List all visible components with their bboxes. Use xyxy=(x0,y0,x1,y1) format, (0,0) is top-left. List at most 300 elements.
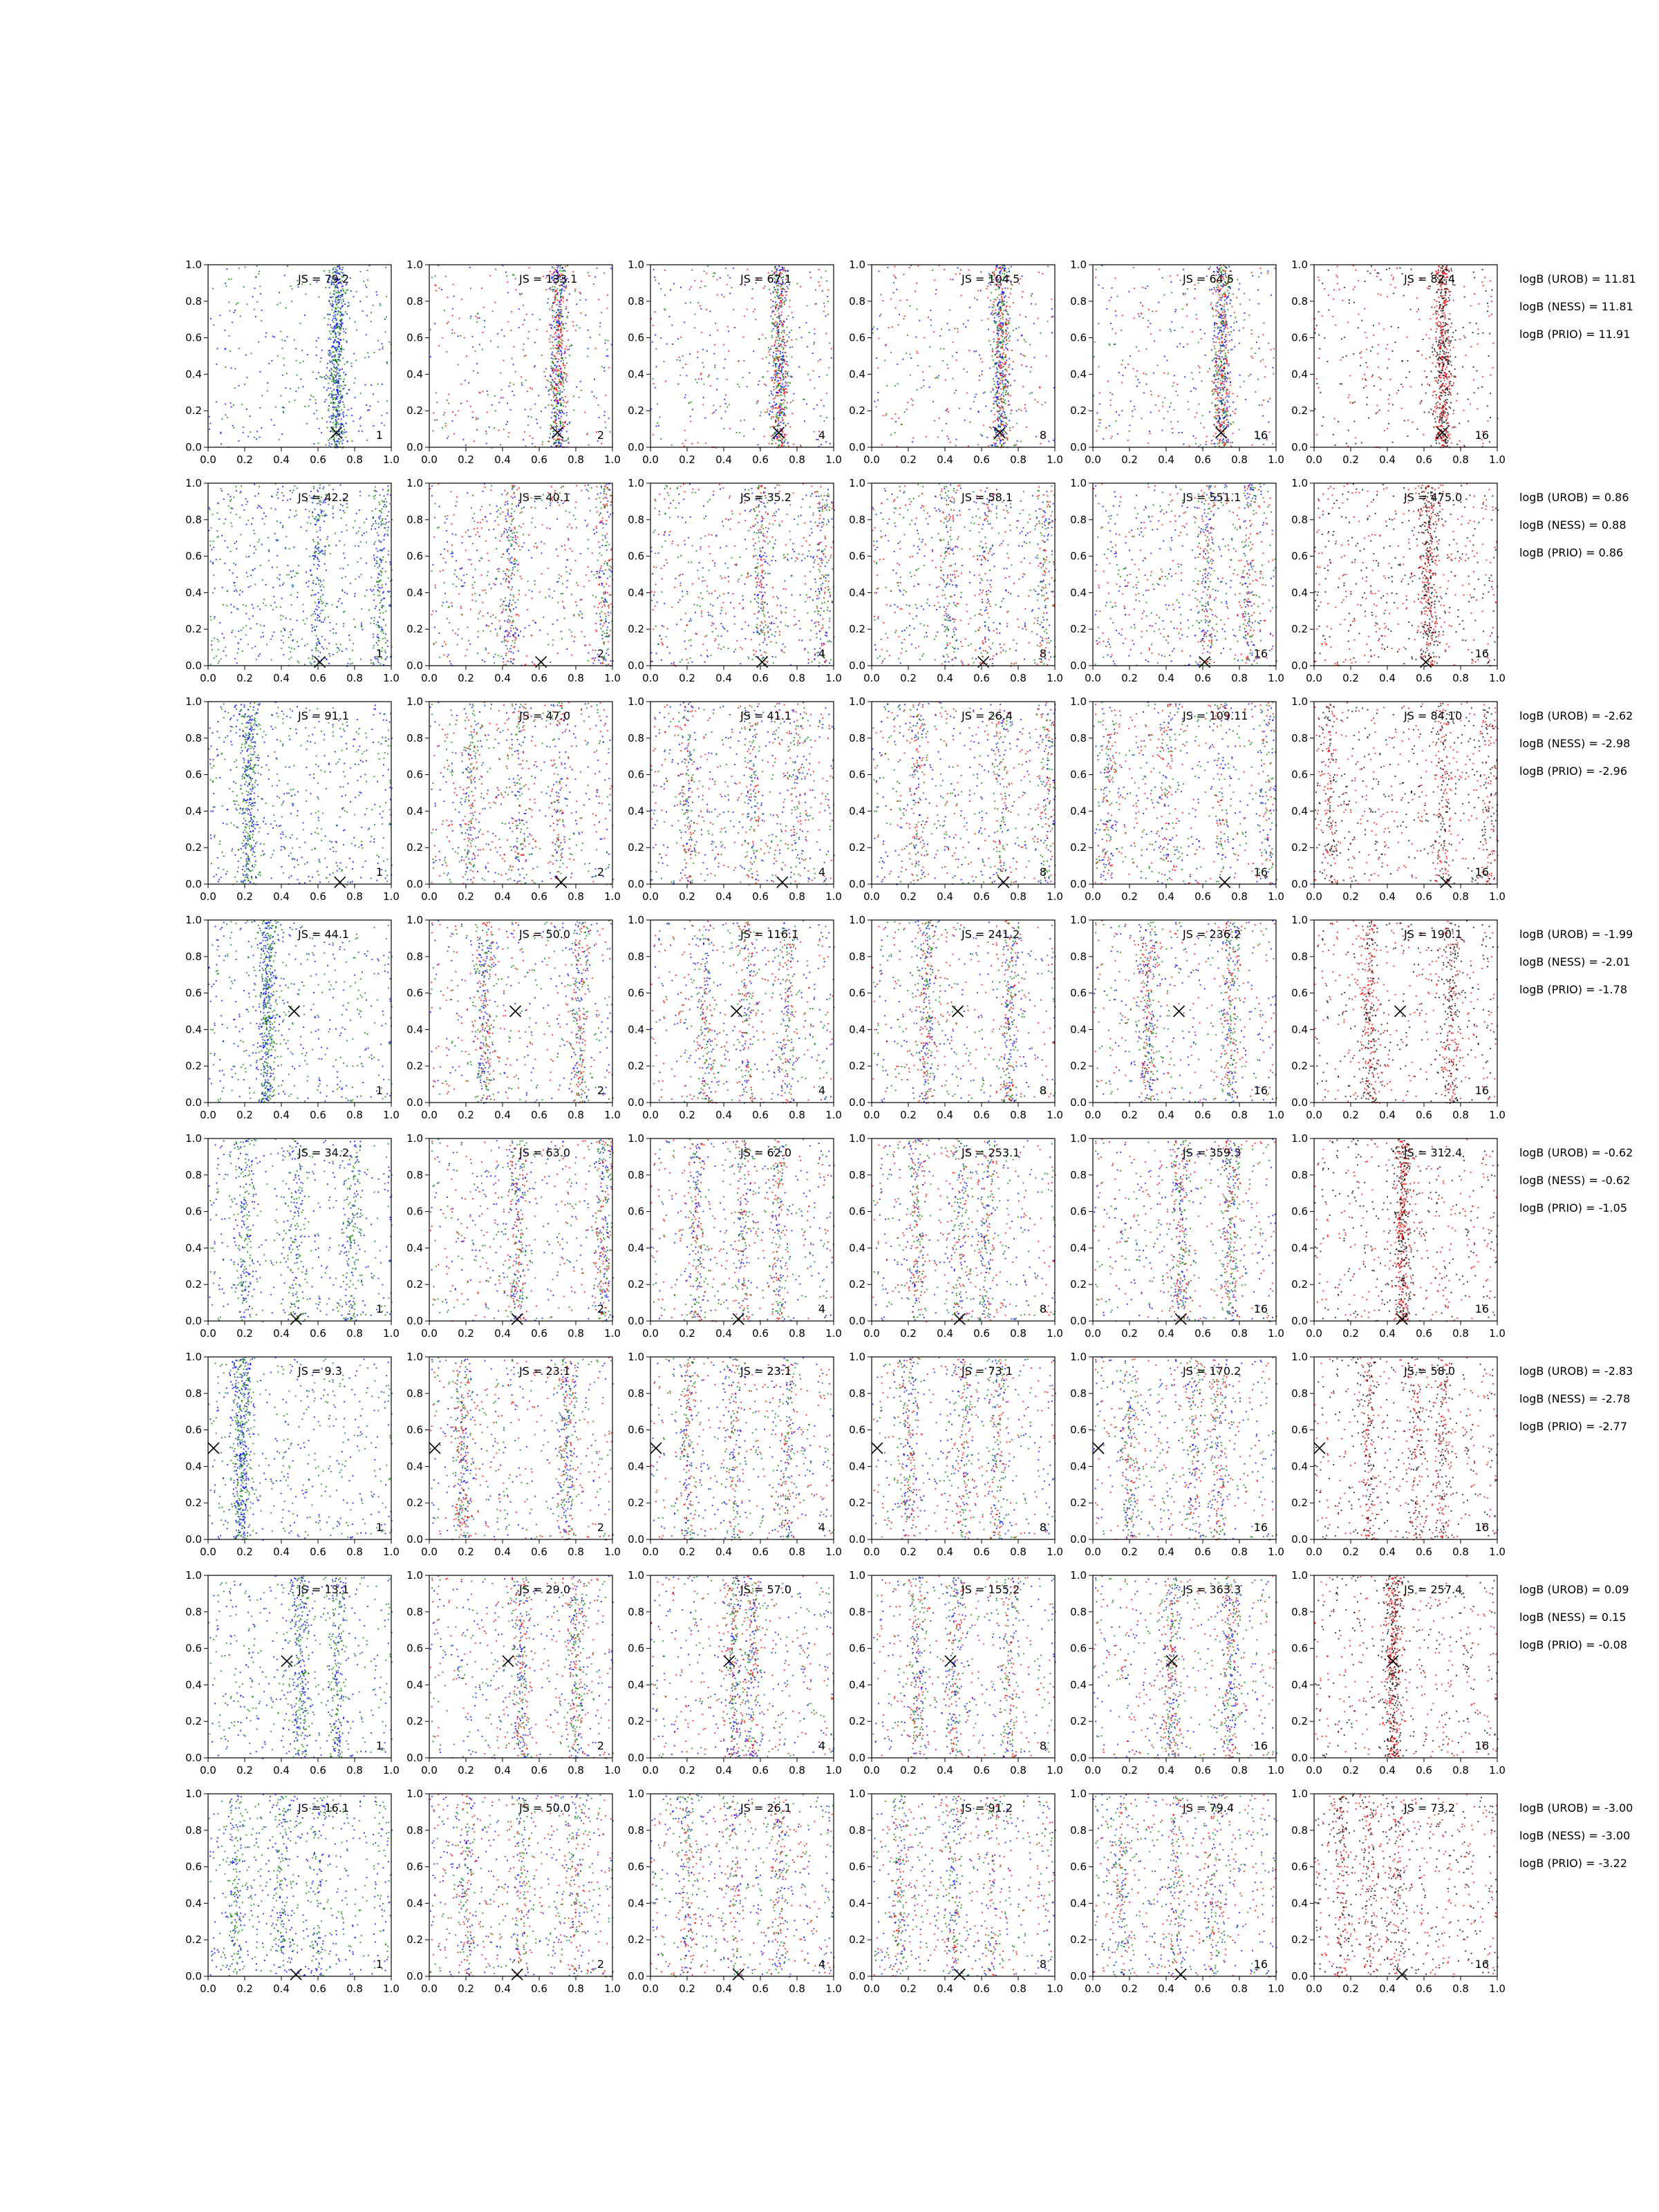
data-point xyxy=(564,426,565,427)
data-point xyxy=(566,375,568,377)
data-point xyxy=(1215,398,1217,400)
data-point xyxy=(1005,309,1006,310)
data-point xyxy=(452,315,453,317)
data-point xyxy=(599,417,600,418)
data-point xyxy=(762,334,763,335)
data-point xyxy=(1226,347,1227,348)
x-tick-label: 0.6 xyxy=(1194,453,1211,466)
data-point xyxy=(784,332,785,333)
data-point xyxy=(782,326,784,328)
data-point xyxy=(1218,291,1219,292)
data-point xyxy=(690,421,691,422)
data-point xyxy=(1018,327,1020,328)
data-point xyxy=(780,428,781,429)
data-point xyxy=(229,402,231,404)
data-point xyxy=(785,270,786,271)
data-point xyxy=(1138,316,1140,317)
data-point xyxy=(789,300,791,301)
data-point xyxy=(332,359,334,361)
data-point xyxy=(559,353,560,355)
data-point xyxy=(1003,303,1004,305)
data-point xyxy=(338,303,339,304)
data-point xyxy=(785,297,786,299)
data-point xyxy=(554,289,555,290)
data-point xyxy=(330,355,331,356)
data-point xyxy=(1163,294,1165,296)
data-point xyxy=(1215,291,1217,292)
data-point xyxy=(727,274,729,276)
data-point xyxy=(542,444,543,445)
data-point xyxy=(1143,317,1144,319)
data-point xyxy=(1177,274,1179,276)
y-tick-label: 0.0 xyxy=(849,441,865,453)
data-point xyxy=(785,439,787,440)
data-point xyxy=(601,366,603,368)
data-point xyxy=(1225,295,1226,297)
x-tick-label: 0.0 xyxy=(863,453,880,466)
data-point xyxy=(1221,337,1223,339)
data-point xyxy=(728,330,729,332)
data-point xyxy=(1099,404,1100,405)
data-point xyxy=(1262,359,1264,360)
data-point xyxy=(723,428,724,429)
data-point xyxy=(290,285,292,287)
data-point xyxy=(769,427,771,428)
data-point xyxy=(1217,267,1218,268)
data-point xyxy=(1003,366,1004,367)
data-point xyxy=(551,400,552,401)
data-point xyxy=(1007,328,1009,329)
data-point xyxy=(937,436,939,438)
data-point xyxy=(1346,443,1347,444)
data-point xyxy=(294,339,295,341)
data-point xyxy=(319,376,321,377)
data-point xyxy=(560,328,561,330)
data-point xyxy=(784,342,785,344)
data-point xyxy=(556,288,558,290)
data-point xyxy=(1437,362,1438,364)
data-point xyxy=(559,323,560,324)
data-point xyxy=(778,332,780,333)
data-point xyxy=(1490,296,1492,297)
data-point xyxy=(336,423,337,424)
data-point xyxy=(472,336,474,337)
data-point xyxy=(1441,440,1443,441)
data-point xyxy=(714,367,715,368)
data-point xyxy=(557,391,559,392)
data-point xyxy=(996,266,997,268)
data-point xyxy=(824,420,825,422)
data-point xyxy=(515,278,516,279)
data-point xyxy=(751,298,753,299)
data-point xyxy=(332,363,333,364)
data-point xyxy=(1318,387,1320,388)
data-point xyxy=(1217,404,1218,406)
data-point xyxy=(1218,400,1219,401)
data-point xyxy=(335,394,337,395)
data-point xyxy=(350,408,352,409)
data-point xyxy=(458,336,459,337)
data-point xyxy=(364,384,366,386)
data-point xyxy=(778,395,779,397)
data-point xyxy=(1109,425,1110,427)
data-point xyxy=(968,270,970,271)
data-point xyxy=(339,427,341,428)
data-point xyxy=(1136,371,1138,372)
data-point xyxy=(379,303,381,305)
data-point xyxy=(877,367,879,368)
data-point xyxy=(210,318,212,319)
data-point xyxy=(267,382,268,384)
data-point xyxy=(827,301,829,302)
data-point xyxy=(1230,315,1232,317)
data-point xyxy=(559,270,561,272)
data-point xyxy=(998,324,1000,326)
data-point xyxy=(209,429,210,430)
data-point xyxy=(336,369,337,371)
data-point xyxy=(221,418,223,420)
data-point xyxy=(1451,442,1452,444)
data-point xyxy=(568,312,569,313)
data-point xyxy=(760,415,761,416)
data-point xyxy=(778,415,780,416)
data-point xyxy=(558,374,559,375)
data-point xyxy=(1441,334,1442,335)
js-annotation: JS = 104.5 xyxy=(961,272,1020,285)
data-point xyxy=(999,418,1000,420)
data-point xyxy=(254,288,255,289)
data-point xyxy=(332,306,334,308)
data-point xyxy=(787,334,788,335)
data-point xyxy=(550,341,551,343)
data-point xyxy=(780,379,782,381)
data-point xyxy=(238,348,240,349)
data-point xyxy=(482,332,484,333)
data-point xyxy=(1380,378,1382,379)
data-point xyxy=(339,375,341,377)
data-point xyxy=(359,418,361,420)
data-point xyxy=(556,312,557,313)
data-point xyxy=(564,402,565,403)
data-point xyxy=(1145,384,1147,385)
data-point xyxy=(1003,386,1004,387)
data-point xyxy=(999,413,1000,415)
data-point xyxy=(1428,285,1430,287)
data-point xyxy=(749,372,750,373)
data-point xyxy=(556,366,558,367)
data-point xyxy=(1007,382,1009,383)
data-point xyxy=(1168,373,1169,375)
data-point xyxy=(653,269,655,270)
data-point xyxy=(1000,318,1002,319)
data-point xyxy=(784,268,785,269)
data-point xyxy=(776,386,777,387)
data-point xyxy=(963,324,964,325)
data-point xyxy=(1217,333,1219,335)
data-point xyxy=(1222,286,1224,288)
data-point xyxy=(1417,429,1418,430)
data-point xyxy=(1098,419,1100,420)
data-point xyxy=(785,415,786,417)
data-point xyxy=(781,400,782,401)
data-point xyxy=(555,417,556,418)
data-point xyxy=(1447,301,1449,302)
data-point xyxy=(337,386,338,388)
data-point xyxy=(657,422,658,424)
data-point xyxy=(775,366,776,368)
data-point xyxy=(366,287,367,288)
data-point xyxy=(780,437,781,438)
data-point xyxy=(992,351,993,353)
data-point xyxy=(1237,395,1238,397)
data-point xyxy=(664,294,666,296)
data-point xyxy=(344,404,345,406)
data-point xyxy=(1162,430,1163,431)
data-point xyxy=(245,267,246,268)
data-point xyxy=(333,402,335,404)
data-point xyxy=(339,387,340,388)
data-point xyxy=(1005,332,1006,334)
data-point xyxy=(217,348,218,349)
data-point xyxy=(1219,397,1221,398)
data-point xyxy=(487,391,488,392)
data-point xyxy=(335,409,337,411)
data-point xyxy=(563,290,565,291)
data-point xyxy=(563,328,565,329)
data-point xyxy=(333,379,335,381)
data-point xyxy=(341,269,343,270)
data-point xyxy=(330,372,332,373)
data-point xyxy=(315,399,316,400)
data-point xyxy=(820,359,821,360)
data-point xyxy=(327,427,328,429)
data-point xyxy=(995,268,997,269)
data-point xyxy=(501,329,503,330)
data-point xyxy=(1146,348,1147,350)
data-point xyxy=(776,291,777,292)
data-point xyxy=(995,348,997,349)
data-point xyxy=(1223,371,1224,372)
data-point xyxy=(1224,292,1226,293)
data-point xyxy=(336,415,337,417)
data-point xyxy=(562,380,563,382)
data-point xyxy=(1002,305,1004,306)
data-point xyxy=(386,317,387,318)
data-point xyxy=(388,341,390,343)
data-point xyxy=(1103,288,1104,289)
data-point xyxy=(1349,303,1350,304)
data-point xyxy=(895,277,897,279)
data-point xyxy=(1258,336,1259,337)
data-point xyxy=(814,333,816,335)
data-point xyxy=(1219,330,1221,331)
data-point xyxy=(1000,395,1001,397)
data-point xyxy=(1129,431,1130,432)
data-point xyxy=(481,288,482,289)
data-point xyxy=(995,443,997,444)
data-point xyxy=(310,395,312,396)
data-point xyxy=(552,325,553,326)
data-point xyxy=(1447,434,1449,435)
data-point xyxy=(691,402,692,403)
data-point xyxy=(342,357,344,359)
data-point xyxy=(782,439,783,440)
data-point xyxy=(344,331,345,332)
data-point xyxy=(452,411,453,413)
data-point xyxy=(480,392,481,393)
data-point xyxy=(992,388,993,389)
data-point xyxy=(1228,266,1230,268)
data-point xyxy=(344,432,345,433)
data-point xyxy=(525,409,526,410)
data-point xyxy=(550,289,552,290)
data-point xyxy=(556,335,558,337)
data-point xyxy=(337,391,338,393)
data-point xyxy=(453,433,455,435)
data-point xyxy=(779,412,780,413)
data-point xyxy=(1219,317,1221,318)
data-point xyxy=(1453,427,1454,428)
data-point xyxy=(816,439,817,440)
data-point xyxy=(1459,339,1461,340)
data-point xyxy=(1228,286,1229,288)
data-point xyxy=(494,395,496,397)
data-point xyxy=(776,381,778,382)
data-point xyxy=(729,277,731,279)
data-point xyxy=(1008,385,1009,386)
data-point xyxy=(1225,444,1226,445)
data-point xyxy=(1009,306,1011,308)
data-point xyxy=(777,339,778,341)
data-point xyxy=(1006,424,1008,425)
data-point xyxy=(334,341,335,343)
data-point xyxy=(1376,413,1377,414)
data-point xyxy=(1260,361,1262,362)
data-point xyxy=(341,424,343,425)
data-point xyxy=(551,357,552,359)
data-point xyxy=(1333,289,1335,290)
data-point xyxy=(774,344,776,345)
data-point xyxy=(329,352,330,353)
data-point xyxy=(658,283,659,284)
data-point xyxy=(665,381,666,382)
data-point xyxy=(729,292,731,294)
data-point xyxy=(321,350,323,351)
data-point xyxy=(574,289,576,290)
data-point xyxy=(997,304,998,306)
data-point xyxy=(286,373,288,374)
data-point xyxy=(447,297,449,298)
data-point xyxy=(783,422,785,424)
x-tick-label: 0.2 xyxy=(236,453,253,466)
data-point xyxy=(769,395,770,396)
data-point xyxy=(1252,357,1253,359)
data-point xyxy=(1230,415,1231,416)
data-point xyxy=(783,302,785,303)
data-point xyxy=(997,368,998,370)
data-point xyxy=(960,269,962,270)
data-point xyxy=(1224,442,1225,444)
data-point xyxy=(346,313,348,315)
data-point xyxy=(1221,440,1223,441)
data-point xyxy=(351,363,353,364)
data-point xyxy=(997,388,999,389)
data-point xyxy=(996,353,997,354)
data-point xyxy=(886,385,888,386)
data-point xyxy=(340,328,341,329)
data-point xyxy=(337,385,338,386)
data-point xyxy=(1226,409,1228,411)
data-point xyxy=(365,285,366,286)
data-point xyxy=(1029,344,1031,346)
data-point xyxy=(495,269,496,270)
data-point xyxy=(1258,303,1259,305)
data-point xyxy=(551,368,552,369)
data-point xyxy=(339,400,341,401)
data-point xyxy=(330,324,331,326)
data-point xyxy=(568,438,569,439)
data-point xyxy=(340,307,341,308)
data-point xyxy=(324,270,325,272)
data-point xyxy=(1004,425,1005,427)
data-point xyxy=(778,350,780,351)
data-point xyxy=(655,348,657,350)
data-point xyxy=(559,371,561,372)
data-point xyxy=(1174,409,1175,411)
data-point xyxy=(559,429,560,430)
data-point xyxy=(654,276,655,278)
data-point xyxy=(330,333,332,335)
data-point xyxy=(330,375,331,376)
data-point xyxy=(717,294,718,296)
data-point xyxy=(917,389,918,391)
data-point xyxy=(1009,297,1010,298)
data-point xyxy=(787,361,788,362)
data-point xyxy=(341,313,342,315)
data-point xyxy=(1440,322,1441,324)
data-point xyxy=(1239,330,1240,331)
data-point xyxy=(813,409,814,410)
data-point xyxy=(554,386,555,388)
data-point xyxy=(332,398,334,400)
data-point xyxy=(339,350,340,352)
data-point xyxy=(430,356,431,357)
data-point xyxy=(1438,301,1440,303)
data-point xyxy=(265,332,267,334)
data-point xyxy=(333,315,335,317)
data-point xyxy=(791,376,792,377)
data-point xyxy=(1136,346,1137,348)
data-point xyxy=(1230,382,1231,383)
data-point xyxy=(1200,444,1201,446)
data-point xyxy=(1132,411,1133,412)
data-point xyxy=(553,391,554,393)
data-point xyxy=(1269,398,1271,400)
data-point xyxy=(1225,379,1226,381)
data-point xyxy=(772,301,774,302)
data-point xyxy=(1444,379,1445,381)
data-point xyxy=(1224,373,1226,374)
data-point xyxy=(814,388,816,389)
data-point xyxy=(680,287,682,288)
data-point xyxy=(339,411,340,412)
data-point xyxy=(784,434,785,435)
data-point xyxy=(562,422,563,423)
data-point xyxy=(284,274,285,276)
data-point xyxy=(1400,384,1402,385)
data-point xyxy=(1221,402,1222,403)
data-point xyxy=(717,378,718,379)
